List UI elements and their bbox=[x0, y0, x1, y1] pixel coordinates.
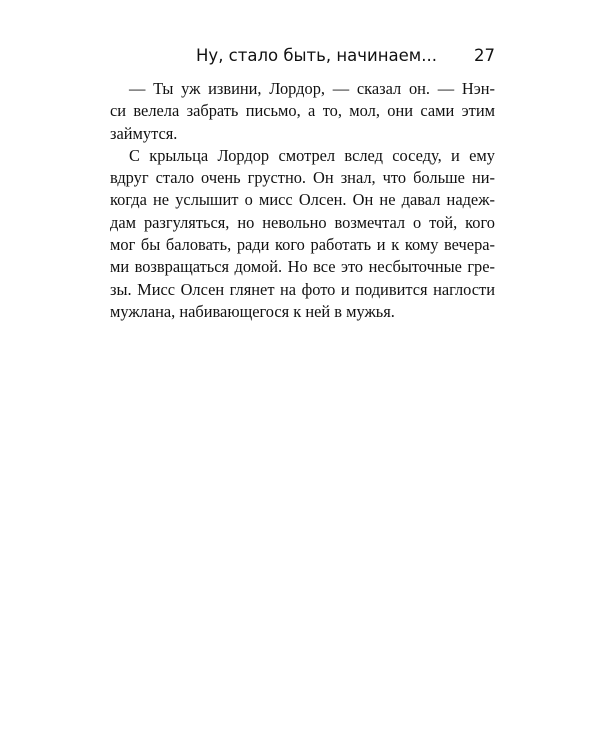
text-line: ми возвращаться домой. Но все это несбыточные гре- bbox=[110, 257, 495, 277]
text-line: мог бы баловать, ради кого работать и к кому вечера- bbox=[110, 235, 495, 255]
running-head bbox=[110, 44, 495, 68]
text-line: вдруг стало очень грустно. Он знал, что больше ни- bbox=[110, 168, 495, 188]
text-line: мужлана, набивающегося к ней в мужья. bbox=[110, 301, 395, 321]
text-line: зы. Мисс Олсен глянет на фото и подивится наглости bbox=[110, 279, 495, 299]
text-line: — Ты уж извини, Лордор, — сказал он. — Нэн- bbox=[129, 79, 495, 98]
text-line: займутся. bbox=[110, 123, 178, 143]
paragraph-1 bbox=[110, 78, 495, 145]
text-line: дам разгуляться, но невольно возмечтал о той, кого bbox=[110, 212, 495, 232]
running-head-title: Ну, стало быть, начинаем... bbox=[196, 46, 437, 65]
text-line: С крыльца Лордор смотрел вслед соседу, и ему bbox=[129, 145, 495, 165]
paragraph-2 bbox=[110, 145, 495, 323]
page-number: 27 bbox=[474, 46, 495, 65]
text-line: когда не услышит о мисс Олсен. Он не давал надеж- bbox=[110, 190, 495, 210]
body-text bbox=[110, 78, 495, 323]
text-line: си велела забрать письмо, а то, мол, они сами этим bbox=[110, 101, 495, 121]
